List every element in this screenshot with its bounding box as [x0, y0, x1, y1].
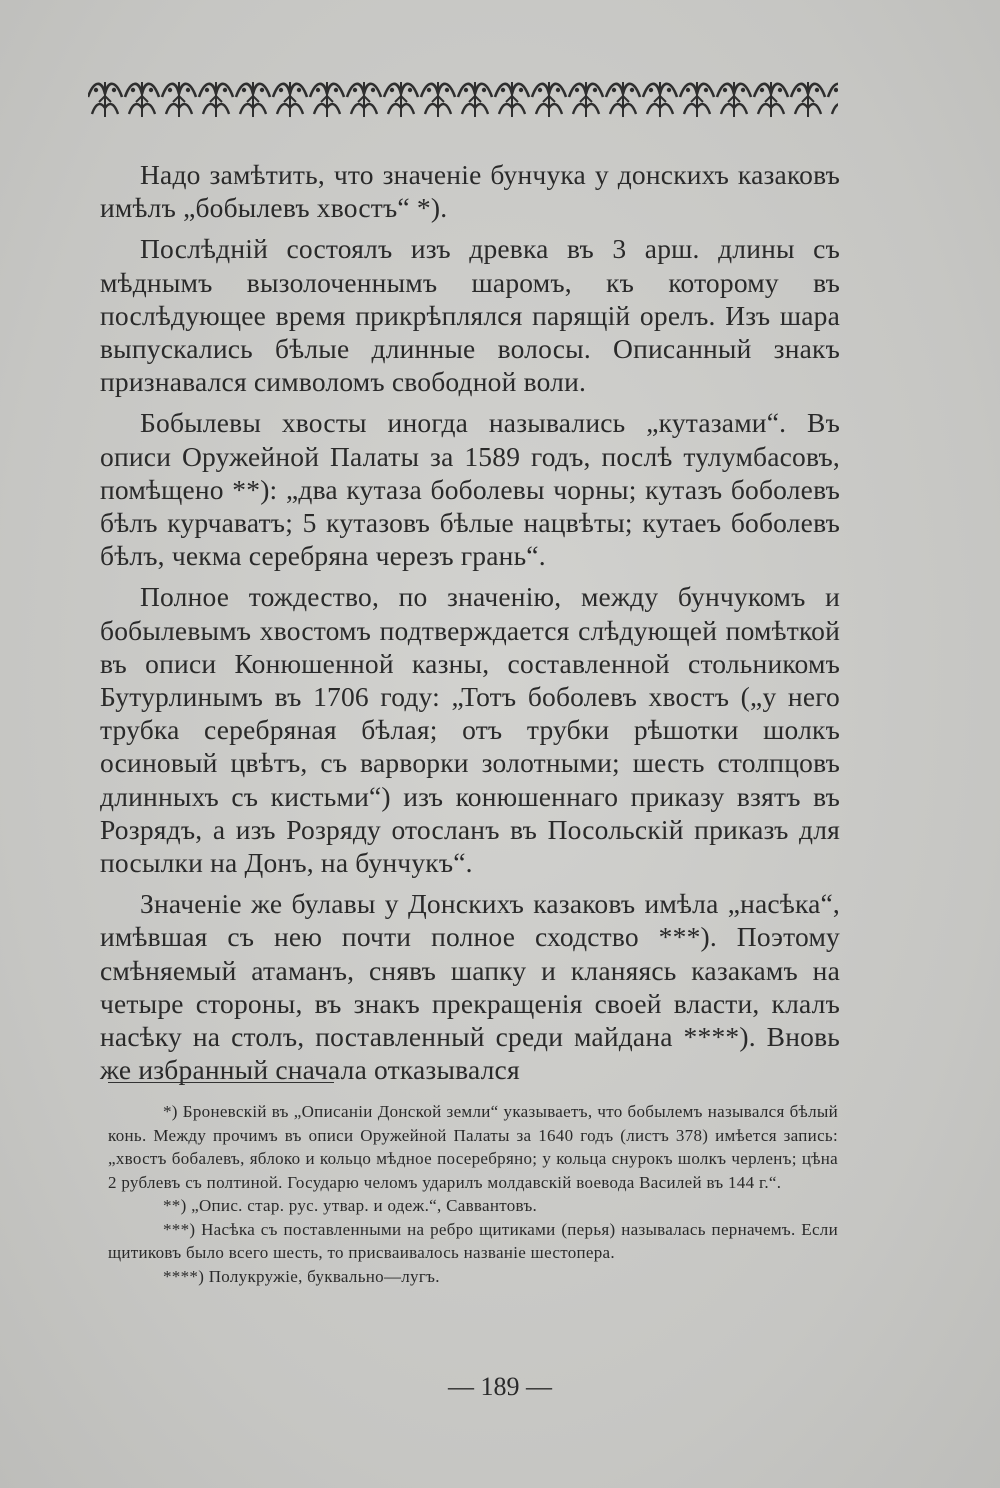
body-paragraph: Значенiе же булавы у Донскихъ казаковъ имѣла „насѣка“, имѣвшая съ нею почти полное сходство ***). Поэтому смѣняемый атаманъ, снявъ шапку и кланяясь казакамъ на четыре стороны, въ знакъ прекращенiя своей власти, клалъ насѣку на столъ, поставленный среди майдана ****). Вновь же избранный сначала отказывался	[100, 888, 840, 1086]
page-number: — 189 —	[448, 1372, 552, 1401]
body-paragraph: Полное тождество, по значенiю, между бунчукомъ и бобылевымъ хвостомъ подтверждается слѣдующей помѣткой въ описи Конюшенной казны, составленной стольникомъ Бутурлинымъ въ 1706 году: „Тотъ боболевъ хвостъ („у него трубка серебряная бѣлая; отъ трубки рѣшотки шолкъ осиновый цвѣтъ, съ варворки золотными; шесть столпцовъ длинныхъ съ кистьми“) изъ конюшеннаго приказу взятъ въ Розрядъ, а изъ Розряду отосланъ въ Посольскiй приказъ для посылки на Донъ, на бунчукъ“.	[100, 581, 840, 879]
body-paragraph: Послѣднiй состоялъ изъ древка въ 3 арш. длины съ мѣднымъ вызолоченнымъ шаромъ, къ которому въ послѣдующее время прикрѣплялся парящiй орелъ. Изъ шара выпускались бѣлые длинные волосы. Описанный знакъ признавался символомъ свободной воли.	[100, 233, 840, 398]
main-text-body	[100, 158, 840, 1094]
footnote-divider	[108, 1082, 334, 1083]
footnote: ****) Полукружiе, буквально—лугъ.	[163, 1266, 440, 1286]
footnotes	[108, 1100, 838, 1288]
floral-band-ornament-icon	[88, 72, 838, 122]
footnote: *) Броневскiй въ „Описанiи Донской земли“ указываетъ, что бобылемъ назывался бѣлый конь. Между прочимъ въ описи Оружейной Палаты за 1640 годъ (листъ 378) имѣется запись: „хвостъ бобалевъ, яблоко и кольцо мѣдное посеребряно; у кольца снурокъ шолкъ черленъ; цѣна 2 рублевъ съ полтиной. Государю челомъ ударилъ молдавскiй воевода Василей въ 144 г.“.	[108, 1102, 838, 1192]
body-paragraph: Бобылевы хвосты иногда назывались „кутазами“. Въ описи Оружейной Палаты за 1589 годъ, послѣ тулумбасовъ, помѣщено **): „два кутаза боболевы чорны; кутазъ боболевъ бѣлъ курчаватъ; 5 кутазовъ бѣлые нацвѣты; кутаеъ боболевъ бѣлъ, чекма серебряна черезъ грань“.	[100, 407, 840, 572]
body-paragraph: Надо замѣтить, что значенiе бунчука у донскихъ казаковъ имѣлъ „бобылевъ хвостъ“ *).	[100, 159, 840, 224]
footnote: ***) Насѣка съ поставленными на ребро щитиками (перья) называлась перначемъ. Если щитиковъ было всего шесть, то присваивалось названiе шестопера.	[108, 1219, 838, 1262]
footnote: **) „Опис. стар. рус. утвар. и одеж.“, Саввантовъ.	[163, 1196, 538, 1215]
